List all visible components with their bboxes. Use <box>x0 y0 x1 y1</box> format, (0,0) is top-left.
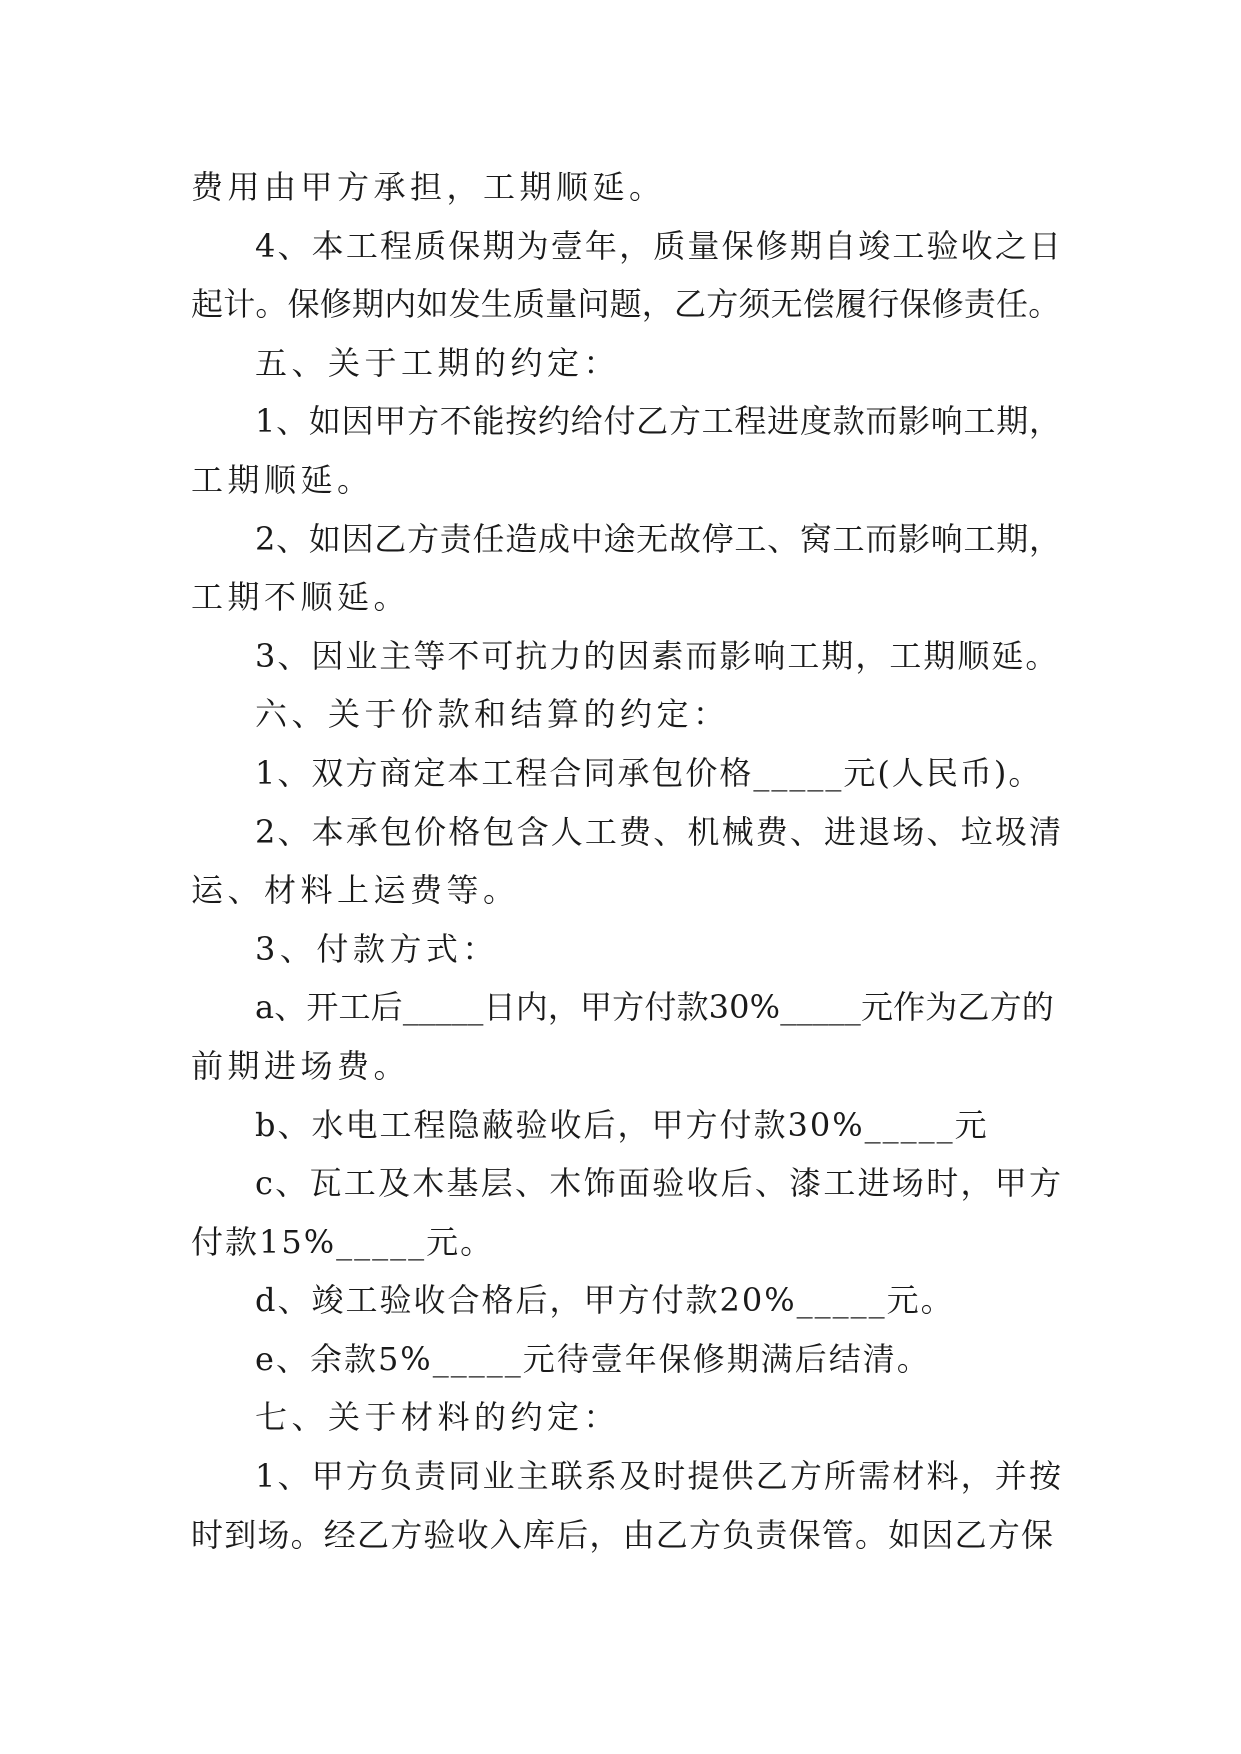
text-line: 2、本承包价格包含人工费、机械费、进退场、垃圾清 <box>255 812 1061 851</box>
text-line: 1、甲方负责同业主联系及时提供乙方所需材料，并按 <box>255 1457 1061 1496</box>
text-line: 工期不顺延。 <box>191 578 411 617</box>
text-line: 工期顺延。 <box>191 460 374 499</box>
text-line: 费用由甲方承担，工期顺延。 <box>191 168 666 206</box>
text-line: 时到场。经乙方验收入库后，由乙方负责保管。如因乙方保 <box>191 1515 1055 1554</box>
text-line: d、竣工验收合格后，甲方付款20%_____元。 <box>255 1281 955 1320</box>
text-line: a、开工后_____日内，甲方付款30%_____元作为乙方的 <box>255 988 1054 1027</box>
text-line: 3、付款方式： <box>255 929 499 968</box>
text-line: 1、双方商定本工程合同承包价格_____元(人民币)。 <box>255 753 1043 792</box>
text-line: 前期进场费。 <box>191 1046 411 1085</box>
text-line: b、水电工程隐蔽验收后，甲方付款30%_____元 <box>255 1105 989 1144</box>
text-line: 1、如因甲方不能按约给付乙方工程进度款而影响工期， <box>255 402 1061 441</box>
section-heading: 六、关于价款和结算的约定： <box>255 695 730 734</box>
section-heading: 七、关于材料的约定： <box>255 1398 621 1437</box>
text-line: 2、如因乙方责任造成中途无故停工、窝工而影响工期， <box>255 519 1061 558</box>
text-line: 起计。保修期内如发生质量问题，乙方须无偿履行保修责任。 <box>191 285 1061 324</box>
document-body <box>191 158 1061 1564</box>
text-line: c、瓦工及木基层、木饰面验收后、漆工进场时，甲方 <box>255 1164 1061 1203</box>
section-heading: 五、关于工期的约定： <box>255 343 621 382</box>
text-line: 4、本工程质保期为壹年，质量保修期自竣工验收之日 <box>255 226 1061 265</box>
text-line: 3、因业主等不可抗力的因素而影响工期，工期顺延。 <box>255 636 1060 675</box>
text-line: 付款15%_____元。 <box>191 1222 495 1261</box>
text-line: 运、材料上运费等。 <box>191 871 520 910</box>
text-line: e、余款5%_____元待壹年保修期满后结清。 <box>255 1339 931 1378</box>
